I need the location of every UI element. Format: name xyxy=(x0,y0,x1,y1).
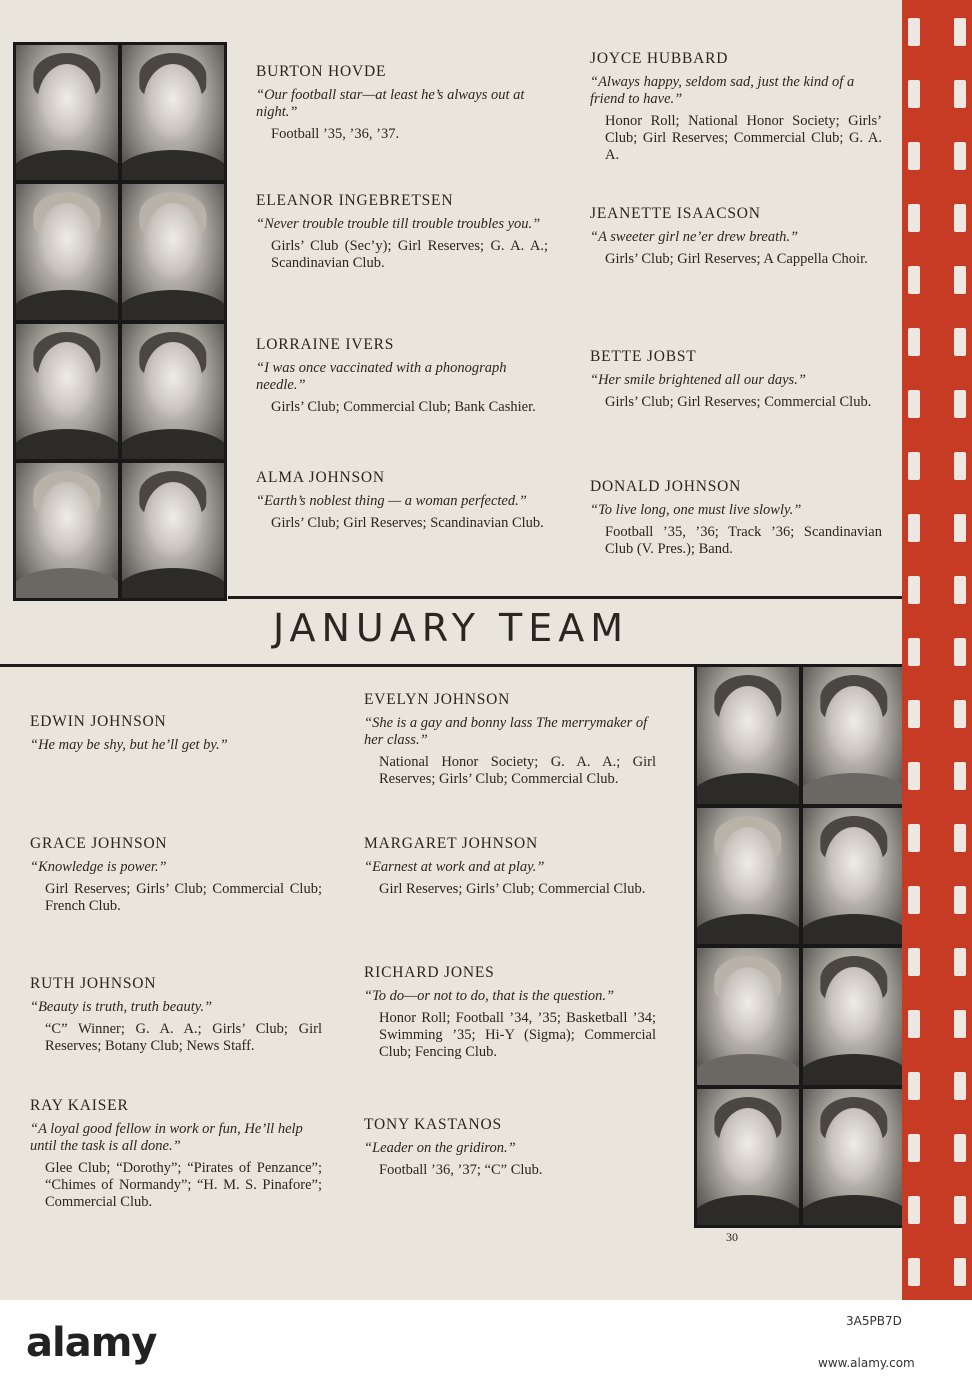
binding-ring xyxy=(954,700,966,728)
portrait-photo xyxy=(803,808,905,945)
student-name: LORRAINE IVERS xyxy=(256,336,395,353)
student-activities: Girls’ Club (Sec’y); Girl Reserves; G. A. A.; Scandinavian Club. xyxy=(271,238,548,271)
student-activities: Girls’ Club; Girl Reserves; A Cappella Choir. xyxy=(605,251,868,267)
student-activities: Girl Reserves; Girls’ Club; Commercial Club; French Club. xyxy=(45,881,322,914)
binding-ring xyxy=(908,1196,920,1224)
student-activities: Honor Roll; National Honor Society; Girls’ Club; Girl Reserves; Commercial Club; G. A. A. xyxy=(605,113,882,163)
binding-ring xyxy=(954,266,966,294)
student-activities: Football ’36, ’37; “C” Club. xyxy=(379,1162,543,1178)
student-quote: “Earnest at work and at play.” xyxy=(364,859,545,875)
student-entry xyxy=(590,348,882,411)
student-quote: “A sweeter girl ne’er drew breath.” xyxy=(590,229,799,245)
portrait-photo xyxy=(16,324,118,459)
binding-ring xyxy=(908,1134,920,1162)
binding-ring xyxy=(908,576,920,604)
portrait-photo xyxy=(697,948,799,1085)
student-name: MARGARET JOHNSON xyxy=(364,835,538,852)
student-name: RICHARD JONES xyxy=(364,964,495,981)
student-entry xyxy=(30,1097,322,1211)
student-activities: Girls’ Club; Commercial Club; Bank Cashier. xyxy=(271,399,536,415)
portrait-photo xyxy=(16,463,118,598)
student-entry xyxy=(256,336,548,416)
binding-ring xyxy=(954,1196,966,1224)
alamy-logo: alamy xyxy=(26,1320,157,1366)
binding-ring xyxy=(908,948,920,976)
student-name: RUTH JOHNSON xyxy=(30,975,157,992)
student-entry xyxy=(590,205,882,268)
spiral-binding xyxy=(902,0,972,1300)
student-quote: “To live long, one must live slowly.” xyxy=(590,502,802,518)
binding-ring xyxy=(954,204,966,232)
portrait-photo xyxy=(697,1089,799,1226)
bottom-divider-rule xyxy=(0,664,694,667)
portrait-photo xyxy=(16,45,118,180)
portrait-photo xyxy=(803,1089,905,1226)
student-name: JEANETTE ISAACSON xyxy=(590,205,761,222)
student-entry xyxy=(30,835,322,915)
portrait-photo xyxy=(697,667,799,804)
binding-ring xyxy=(908,452,920,480)
binding-ring xyxy=(908,18,920,46)
student-name: GRACE JOHNSON xyxy=(30,835,168,852)
binding-ring xyxy=(954,576,966,604)
portrait-photo xyxy=(122,45,224,180)
binding-ring xyxy=(908,1010,920,1038)
student-quote: “He may be shy, but he’ll get by.” xyxy=(30,737,228,753)
student-quote: “A loyal good fellow in work or fun, He’ll help until the task is all done.” xyxy=(30,1121,303,1154)
student-name: EDWIN JOHNSON xyxy=(30,713,167,730)
binding-ring xyxy=(954,1072,966,1100)
student-name: ALMA JOHNSON xyxy=(256,469,385,486)
student-entry xyxy=(30,713,322,759)
binding-ring xyxy=(954,514,966,542)
student-activities: Girls’ Club; Girl Reserves; Commercial Club. xyxy=(605,394,872,410)
student-name: ELEANOR INGEBRETSEN xyxy=(256,192,454,209)
portrait-photo xyxy=(122,463,224,598)
student-quote: “Always happy, seldom sad, just the kind of a friend to have.” xyxy=(590,74,855,107)
student-name: JOYCE HUBBARD xyxy=(590,50,729,67)
student-entry xyxy=(256,469,548,532)
student-quote: “Our football star—at least he’s always out at night.” xyxy=(256,87,525,120)
image-id-label: 3A5PB7D xyxy=(846,1314,902,1328)
top-portrait-grid xyxy=(13,42,227,601)
binding-ring xyxy=(954,142,966,170)
binding-ring xyxy=(954,824,966,852)
student-quote: “Knowledge is power.” xyxy=(30,859,167,875)
student-entry xyxy=(590,50,882,164)
binding-ring xyxy=(908,514,920,542)
student-entry xyxy=(30,975,322,1055)
student-activities: “C” Winner; G. A. A.; Girls’ Club; Girl Reserves; Botany Club; News Staff. xyxy=(45,1021,322,1054)
student-activities: Football ’35, ’36, ’37. xyxy=(271,126,400,142)
student-entry xyxy=(590,478,882,558)
binding-ring xyxy=(908,80,920,108)
student-activities: Girl Reserves; Girls’ Club; Commercial Club. xyxy=(379,881,646,897)
student-activities: Football ’35, ’36; Track ’36; Scandinavian Club (V. Pres.); Band. xyxy=(605,524,882,557)
student-quote: “Leader on the gridiron.” xyxy=(364,1140,516,1156)
page-number: 30 xyxy=(726,1230,738,1244)
student-activities: Glee Club; “Dorothy”; “Pirates of Penzance”; “Chimes of Normandy”; “H. M. S. Pinafore”; Commercial Club. xyxy=(45,1160,322,1210)
binding-ring xyxy=(908,204,920,232)
section-title: JANUARY TEAM xyxy=(272,606,630,650)
portrait-photo xyxy=(803,667,905,804)
binding-ring xyxy=(908,824,920,852)
student-activities: Honor Roll; Football ’34, ’35; Basketball ’34; Swimming ’35; Hi-Y (Sigma); Commercial Club; Fencing Club. xyxy=(379,1010,656,1060)
student-activities: National Honor Society; G. A. A.; Girl Reserves; Girls’ Club; Commercial Club. xyxy=(379,754,656,787)
binding-ring xyxy=(954,886,966,914)
binding-ring xyxy=(908,638,920,666)
binding-ring xyxy=(908,266,920,294)
bottom-portrait-grid xyxy=(694,664,908,1228)
binding-ring xyxy=(954,762,966,790)
student-name: RAY KAISER xyxy=(30,1097,129,1114)
binding-ring xyxy=(954,948,966,976)
student-quote: “Beauty is truth, truth beauty.” xyxy=(30,999,213,1015)
portrait-photo xyxy=(697,808,799,945)
binding-ring xyxy=(954,1134,966,1162)
student-quote: “Her smile brightened all our days.” xyxy=(590,372,806,388)
student-entry xyxy=(364,835,656,898)
student-quote: “She is a gay and bonny lass The merrymaker of her class.” xyxy=(364,715,648,748)
stock-photo-footer xyxy=(0,1300,972,1390)
student-entry xyxy=(256,192,548,272)
binding-ring xyxy=(954,328,966,356)
binding-ring xyxy=(908,390,920,418)
binding-ring xyxy=(954,390,966,418)
student-entry xyxy=(364,1116,656,1179)
top-divider-rule xyxy=(228,596,902,599)
binding-ring xyxy=(908,762,920,790)
student-name: EVELYN JOHNSON xyxy=(364,691,511,708)
student-entry xyxy=(256,63,548,143)
binding-ring xyxy=(954,638,966,666)
binding-ring xyxy=(908,328,920,356)
binding-ring xyxy=(954,80,966,108)
portrait-photo xyxy=(803,948,905,1085)
binding-ring xyxy=(908,886,920,914)
binding-ring xyxy=(954,18,966,46)
portrait-photo xyxy=(122,324,224,459)
binding-ring xyxy=(908,1258,920,1286)
student-activities: Girls’ Club; Girl Reserves; Scandinavian Club. xyxy=(271,515,544,531)
student-quote: “Never trouble trouble till trouble troubles you.” xyxy=(256,216,541,232)
binding-ring xyxy=(954,1010,966,1038)
binding-ring xyxy=(908,1072,920,1100)
student-name: DONALD JOHNSON xyxy=(590,478,742,495)
binding-ring xyxy=(954,1258,966,1286)
portrait-photo xyxy=(122,184,224,319)
site-url: www.alamy.com xyxy=(818,1356,915,1370)
student-entry xyxy=(364,691,656,788)
student-name: TONY KASTANOS xyxy=(364,1116,502,1133)
student-quote: “I was once vaccinated with a phonograph needle.” xyxy=(256,360,507,393)
student-entry xyxy=(364,964,656,1061)
portrait-photo xyxy=(16,184,118,319)
binding-ring xyxy=(908,142,920,170)
student-name: BURTON HOVDE xyxy=(256,63,387,80)
binding-ring xyxy=(954,452,966,480)
student-name: BETTE JOBST xyxy=(590,348,697,365)
binding-ring xyxy=(908,700,920,728)
student-quote: “To do—or not to do, that is the question.” xyxy=(364,988,615,1004)
student-quote: “Earth’s noblest thing — a woman perfected.” xyxy=(256,493,527,509)
